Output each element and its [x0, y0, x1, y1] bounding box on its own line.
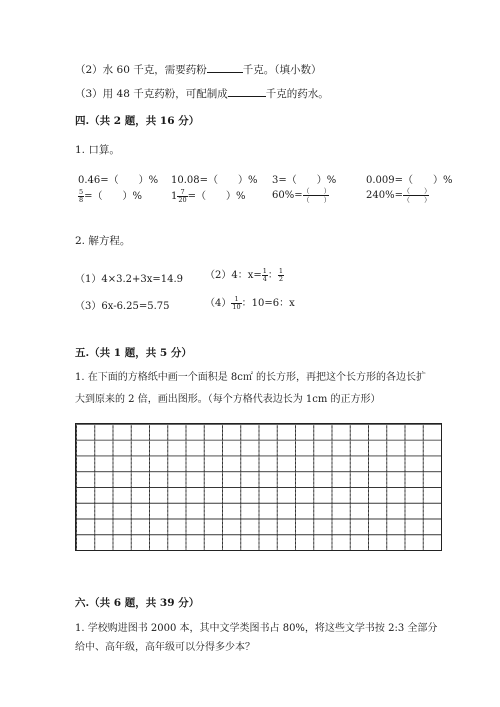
calc-item: 0.009=（ ）%: [366, 175, 453, 186]
question-3-suffix: 千克的药水。: [265, 88, 329, 100]
answer-blank: [207, 63, 243, 73]
question-3-line: [75, 86, 329, 101]
calc-item: 60%= $\frac{( )}{( )}$: [272, 187, 331, 204]
fraction: $\frac{7}{20}$: [178, 188, 187, 204]
word-problem-line-1: 1. 学校购进图书 2000 本，其中文学类图书占 80%，将这些文学书按 2:3 全部分: [75, 623, 438, 634]
calc-item: 240%= $\frac{( )}{( )}$: [366, 187, 431, 204]
square-grid-paper: [75, 423, 442, 551]
fraction: $\frac{1}{10}$: [232, 295, 241, 311]
solve-equations-label: 2. 解方程。: [75, 235, 131, 247]
question-2-line: [75, 62, 321, 77]
fraction: $\frac{5}{8}$: [79, 188, 84, 204]
question-2-prefix: （2）水 60 千克，需要药粉: [75, 64, 207, 76]
fraction: $\frac{1}{4}$: [262, 267, 267, 283]
word-problem-line-2: 给中、高年级，高年级可以分得多少本？: [75, 642, 255, 653]
grid-question-line-1: 1. 在下面的方格纸中画一个面积是 8c㎡ 的长方形，再把这个长方形的各边长扩: [75, 372, 427, 383]
fraction-blank: $\frac{( )}{( )}$: [302, 187, 331, 204]
equation-3: （3）6x-6.25=5.75: [75, 301, 170, 312]
section-5-heading: 五.（共 1 题，共 5 分）: [75, 347, 192, 359]
answer-blank: [228, 87, 266, 97]
fraction: $\frac{1}{2}$: [278, 267, 284, 283]
calc-item: 0.46=（ ）%: [78, 175, 159, 186]
question-3-prefix: （3）用 48 千克药粉，可配制成: [75, 88, 228, 100]
equation-1: （1）4×3.2+3x=14.9: [75, 274, 184, 285]
section-4-heading: 四.（共 2 题，共 16 分）: [75, 115, 200, 127]
calc-item: 10.08=（ ）%: [171, 175, 258, 186]
fraction-blank: $\frac{( )}{( )}$: [402, 187, 431, 204]
calc-item: 3=（ ）%: [272, 175, 337, 186]
section-6-heading: 六.（共 6 题，共 39 分）: [75, 597, 200, 609]
equation-2: （2）4：x= $\frac{1}{4}$ ： $\frac{1}{2}$: [205, 267, 284, 283]
grid-question-line-2: 大到原来的 2 倍，画出图形。（每个方格代表边长为 1cm 的正方形）: [75, 394, 381, 405]
question-2-suffix: 千克。（填小数）: [242, 64, 322, 76]
oral-calculation-label: 1. 口算。: [75, 144, 120, 156]
calc-item: 1 $\frac{7}{20}$ =（ ）%: [171, 188, 246, 204]
calc-item: $\frac{5}{8}$ =（ ）%: [79, 188, 143, 204]
equation-4: （4） $\frac{1}{10}$ ：10=6：x: [205, 295, 295, 311]
